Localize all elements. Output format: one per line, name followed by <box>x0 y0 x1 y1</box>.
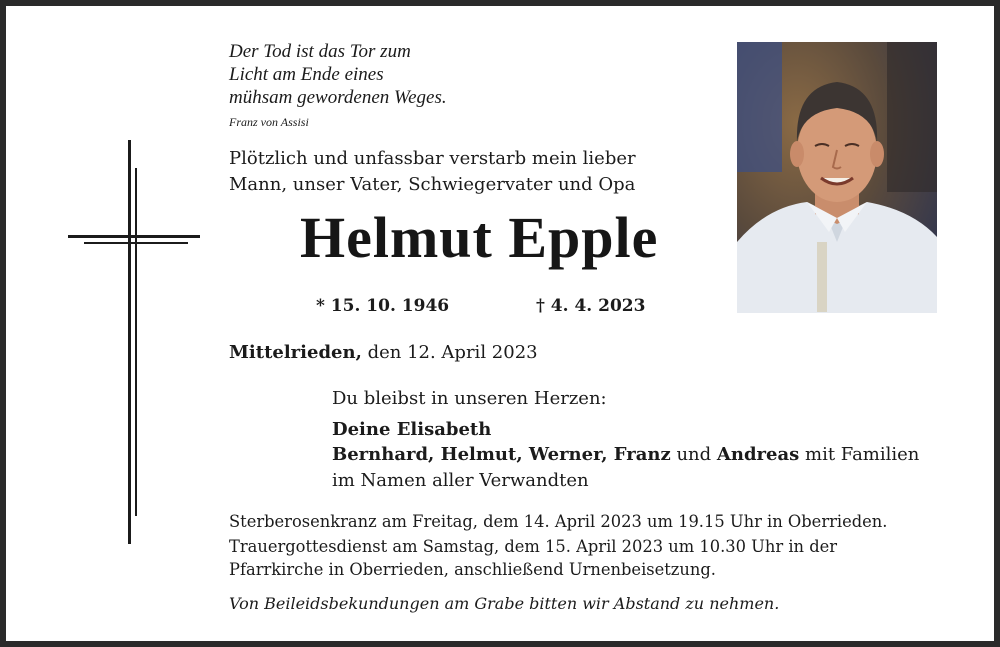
quote-author: Franz von Assisi <box>229 115 309 129</box>
children-and: und <box>676 444 712 465</box>
quote-line-3: mühsam gewordenen Weges. <box>229 87 447 108</box>
quote-line-1: Der Tod ist das Tor zum <box>229 41 411 62</box>
service-mass-line-2: Pfarrkirche in Oberrieden, anschließend Urnenbeisetzung. <box>229 560 716 579</box>
service-rosary: Sterberosenkranz am Freitag, dem 14. April 2023 um 19.15 Uhr in Oberrieden. <box>229 512 888 531</box>
children-families: mit Familien <box>805 444 920 465</box>
mourner-relatives: im Namen aller Verwandten <box>332 470 589 491</box>
obituary-date: den 12. April 2023 <box>367 342 538 363</box>
closing-note: Von Beileidsbekundungen am Grabe bitten wir Abstand zu nehmen. <box>229 594 780 613</box>
deceased-name: Helmut Epple <box>300 205 659 270</box>
birth-date: * 15. 10. 1946 <box>316 296 450 316</box>
intro-line-2: Mann, unser Vater, Schwiegervater und Opa <box>229 174 636 195</box>
children-last: Andreas <box>716 444 800 465</box>
portrait-photo <box>737 42 937 313</box>
mourner-children <box>332 442 919 468</box>
place-date <box>229 342 538 363</box>
intro-line-1: Plötzlich und unfassbar verstarb mein lieber <box>229 148 636 169</box>
death-date: † 4. 4. 2023 <box>536 296 646 316</box>
place-name: Mittelrieden, <box>229 342 362 363</box>
children-names: Bernhard, Helmut, Werner, Franz <box>332 444 671 465</box>
service-mass-line-1: Trauergottesdienst am Samstag, dem 15. April 2023 um 10.30 Uhr in der <box>229 537 838 556</box>
mourner-wife: Deine Elisabeth <box>332 419 492 440</box>
mourners-heading: Du bleibst in unseren Herzen: <box>332 388 607 409</box>
quote-line-2: Licht am Ende eines <box>229 64 384 85</box>
